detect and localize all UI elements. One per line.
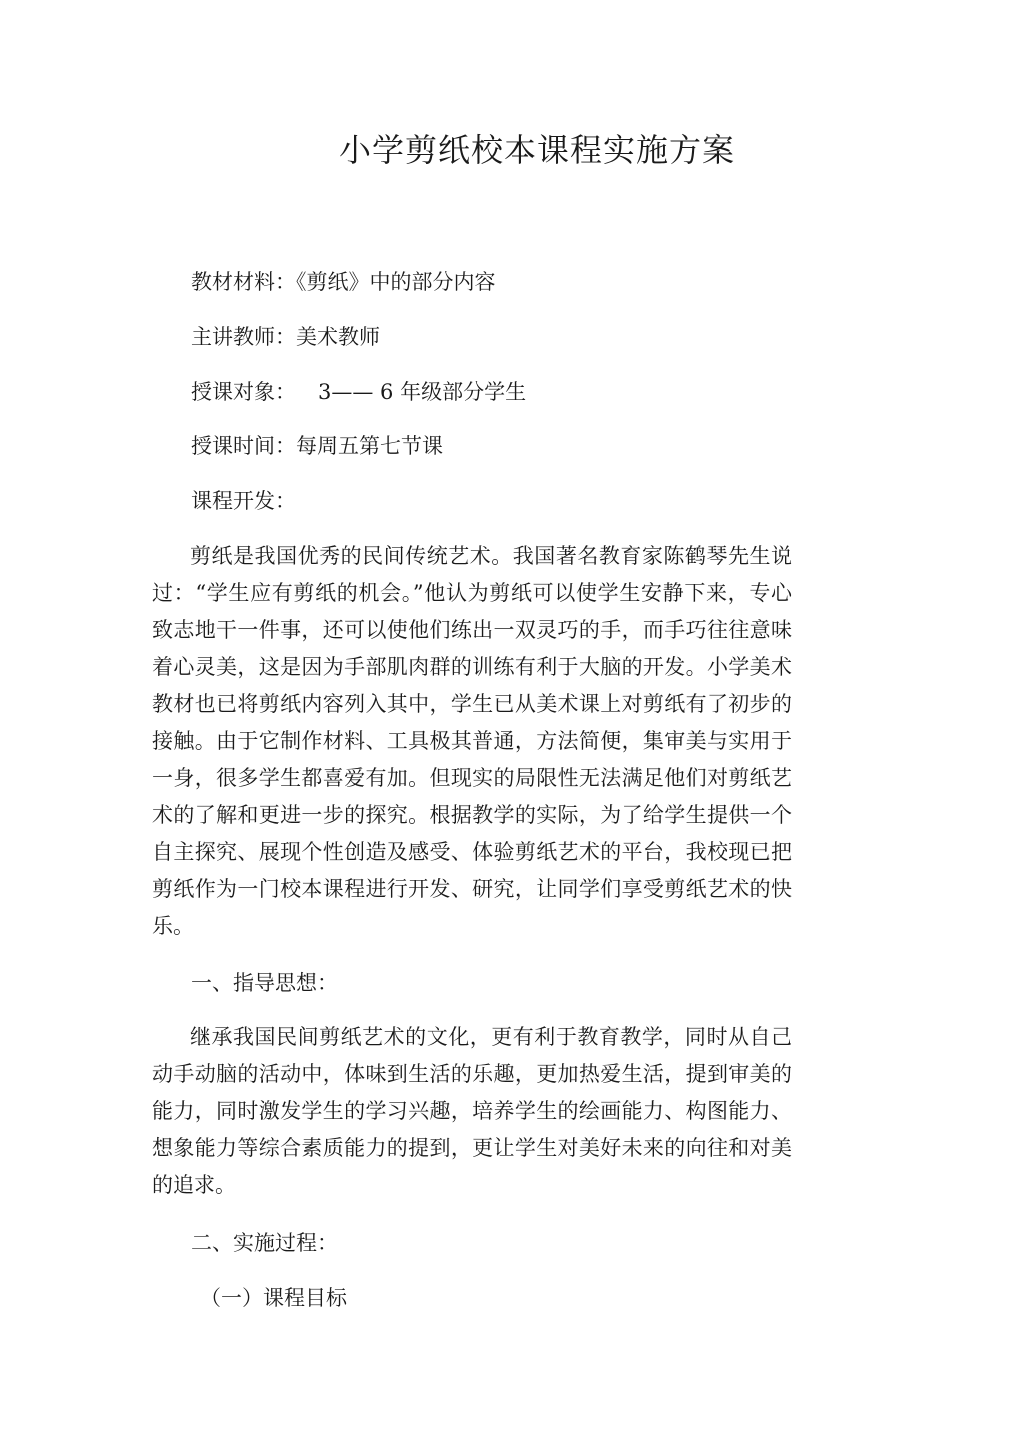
subheading-course-goals: （一）课程目标: [200, 1286, 347, 1310]
info-label: 教材材料：: [191, 270, 296, 294]
info-schedule: [191, 431, 443, 461]
info-value: 每周五第七节课: [296, 434, 443, 458]
info-label: 授课时间：: [191, 434, 296, 458]
info-audience: [191, 377, 526, 407]
info-development: [191, 486, 296, 516]
info-materials: [191, 267, 496, 297]
info-value: 美术教师: [296, 325, 380, 349]
info-teacher: [191, 322, 380, 352]
info-value: 《剪纸》中的部分内容: [296, 270, 496, 294]
info-label: 授课对象：: [191, 380, 296, 404]
document-title: 小学剪纸校本课程实施方案: [338, 131, 735, 169]
info-value: 3—— 6 年级部分学生: [318, 380, 527, 404]
section-heading-guiding-idea: 一、指导思想：: [191, 971, 338, 995]
info-label: 课程开发：: [191, 489, 296, 513]
info-label: 主讲教师：: [191, 325, 296, 349]
intro-paragraph: 剪纸是我国优秀的民间传统艺术。我国著名教育家陈鹤琴先生说过：“学生应有剪纸的机会。”他认为剪纸可以使学生安静下来，专心致志地干一件事，还可以使他们练出一双灵巧的手，而手巧往往意味着心灵美，这是因为手部肌肉群的训练有利于大脑的开发。小学美术教材也已将剪纸内容列入其中，学生已从美术课上对剪纸有了初步的接触。由于它制作材料、工具极其普通，方法简便，集审美与实用于一身，很多学生都喜爱有加。但现实的局限性无法满足他们对剪纸艺术的了解和更进一步的探究。根据教学的实际，为了给学生提供一个自主探究、展现个性创造及感受、体验剪纸艺术的平台，我校现已把剪纸作为一门校本课程进行开发、研究，让同学们享受剪纸艺术的快乐。: [152, 544, 792, 938]
guiding-idea-paragraph: 继承我国民间剪纸艺术的文化，更有利于教育教学，同时从自己动手动脑的活动中，体味到生活的乐趣，更加热爱生活，提到审美的能力，同时激发学生的学习兴趣，培养学生的绘画能力、构图能力、想象能力等综合素质能力的提到，更让学生对美好未来的向往和对美的追求。: [152, 1025, 792, 1197]
section-heading-implementation: 二、实施过程：: [191, 1231, 338, 1255]
